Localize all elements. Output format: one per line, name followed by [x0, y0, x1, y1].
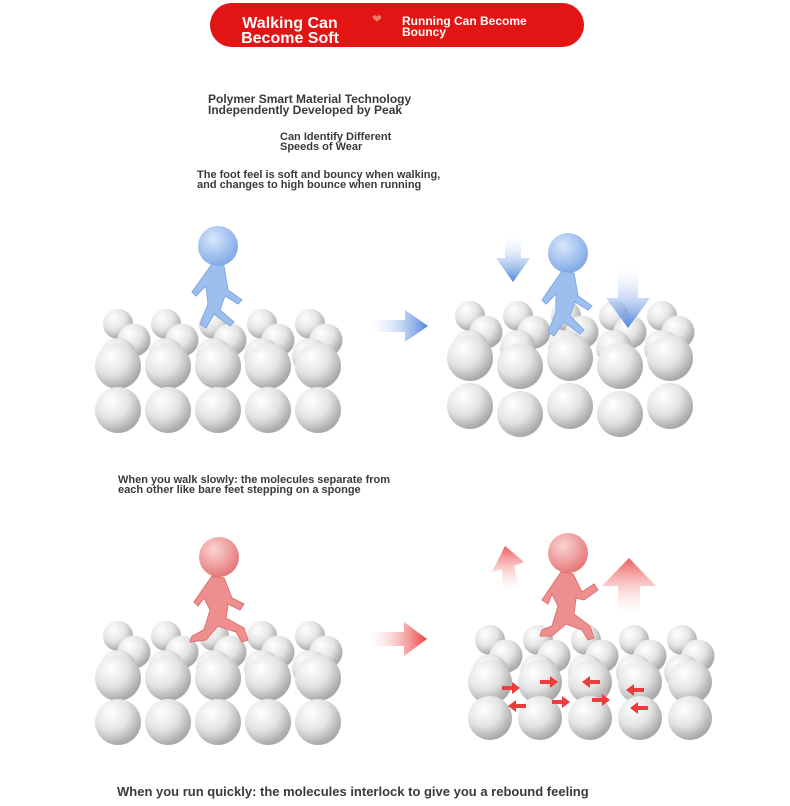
molecule-sphere [597, 391, 643, 437]
run-caption: When you run quickly: the molecules interlock to give you a rebound feeling [117, 784, 589, 799]
molecule-sphere [145, 699, 191, 745]
molecule-sphere [295, 387, 341, 433]
molecule-sphere [95, 343, 141, 389]
running-figure-icon [190, 537, 248, 642]
banner-walking-text: Walking Can Become Soft [241, 15, 339, 47]
molecule-sphere [497, 391, 543, 437]
molecule-sphere [245, 699, 291, 745]
molecule-sphere [447, 383, 493, 429]
molecule-sphere [245, 343, 291, 389]
walk-caption: When you walk slowly: the molecules separate from each other like bare feet stepping on a sponge [118, 474, 391, 496]
banner-running-text: Running Can Become Bouncy [402, 14, 527, 39]
technology-description: The foot feel is soft and bouncy when walking, and changes to high bounce when running [197, 169, 441, 191]
molecule-sphere [95, 387, 141, 433]
molecule-sphere [195, 655, 241, 701]
molecule-sphere [195, 699, 241, 745]
arrow-up-icon [492, 546, 524, 592]
molecule-sphere [245, 387, 291, 433]
walk-molecules-before [95, 309, 343, 433]
molecule-sphere [547, 335, 593, 381]
molecule-sphere [295, 699, 341, 745]
molecule-sphere [195, 387, 241, 433]
arrow-right-icon [368, 622, 427, 656]
molecule-sphere [618, 696, 662, 740]
molecule-sphere [468, 696, 512, 740]
molecule-sphere [245, 655, 291, 701]
heart-icon: ❤ [372, 12, 383, 26]
molecule-sphere [295, 343, 341, 389]
molecule-sphere [195, 343, 241, 389]
molecule-sphere [295, 655, 341, 701]
arrow-down-icon [496, 236, 530, 282]
run-molecules-before [95, 621, 343, 745]
molecule-sphere [647, 383, 693, 429]
molecule-sphere [145, 343, 191, 389]
molecule-sphere [95, 655, 141, 701]
arrow-right-icon [370, 310, 428, 342]
molecule-sphere [647, 335, 693, 381]
molecule-sphere [597, 343, 643, 389]
molecule-sphere [447, 335, 493, 381]
molecule-sphere [547, 383, 593, 429]
arrow-up-icon [602, 558, 656, 614]
technology-subtitle: Can Identify Different Speeds of Wear [280, 131, 392, 153]
molecule-sphere [145, 387, 191, 433]
molecule-sphere [497, 343, 543, 389]
running-figure-bounce-icon [540, 533, 598, 640]
molecule-sphere [95, 699, 141, 745]
molecule-sphere [145, 655, 191, 701]
molecule-sphere [668, 696, 712, 740]
technology-title: Polymer Smart Material Technology Independently Developed by Peak [208, 92, 412, 117]
walking-figure-icon [192, 226, 242, 328]
